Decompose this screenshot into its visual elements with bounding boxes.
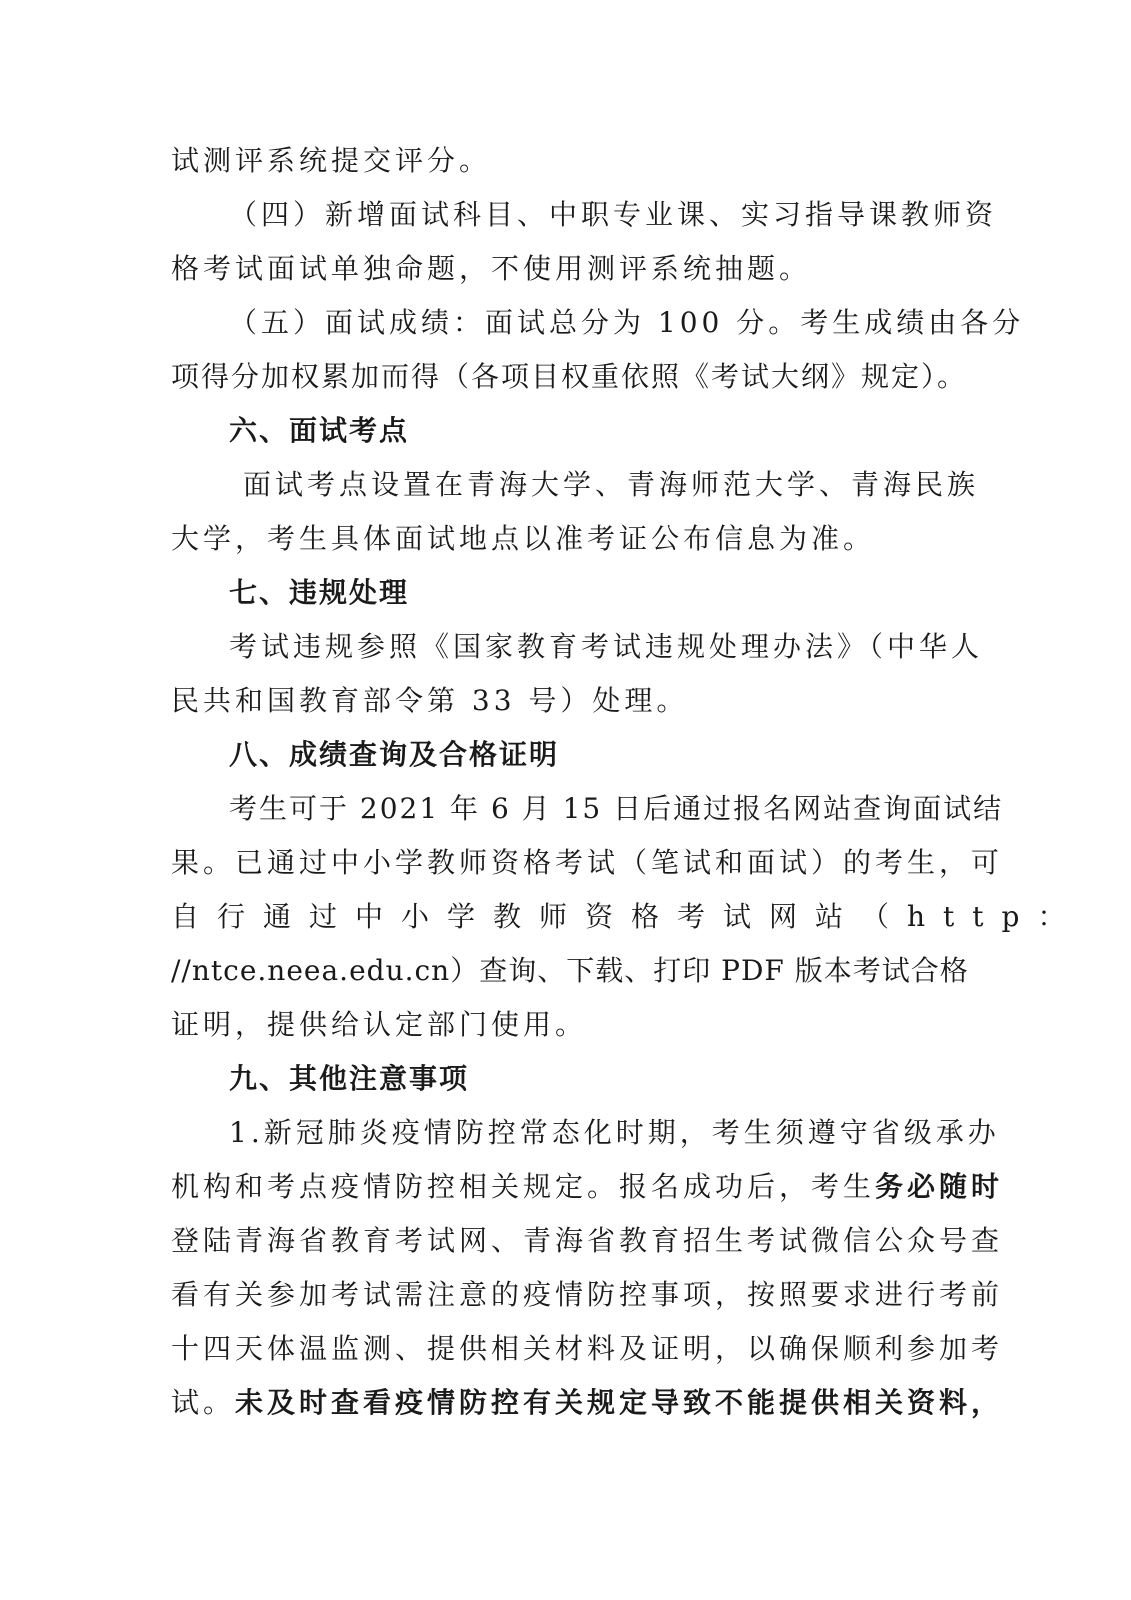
body-line: （四）新增面试科目、中职专业课、实习指导课教师资 — [229, 198, 998, 231]
emphasized-text: 务必随时 — [875, 1170, 1004, 1203]
body-line: 大学，考生具体面试地点以准考证公布信息为准。 — [171, 522, 876, 555]
document-page — [171, 134, 1084, 1430]
body-line: 自行通过中小学教师资格考试网站（http： — [171, 900, 1084, 933]
section-heading: 九、其他注意事项 — [229, 1062, 470, 1095]
section-heading: 七、违规处理 — [229, 576, 410, 609]
body-line: 果。已通过中小学教师资格考试（笔试和面试）的考生，可 — [171, 846, 1004, 879]
body-line: 十四天体温监测、提供相关材料及证明，以确保顺利参加考 — [171, 1332, 1004, 1365]
body-line: 格考试面试单独命题，不使用测评系统抽题。 — [171, 252, 812, 285]
body-line: 证明，提供给认定部门使用。 — [171, 1008, 588, 1041]
body-line: 面试考点设置在青海大学、青海师范大学、青海民族 — [243, 468, 980, 501]
body-line — [171, 1376, 1004, 1430]
body-line: 试测评系统提交评分。 — [171, 144, 492, 177]
body-line: 1.新冠肺炎疫情防控常态化时期，考生须遵守省级承办 — [229, 1116, 1000, 1149]
emphasized-text: 未及时查看疫情防控有关规定导致不能提供相关资料， — [235, 1386, 1004, 1419]
body-line: 考试违规参照《国家教育考试违规处理办法》（中华人 — [229, 630, 984, 663]
body-line: 项得分加权累加而得（各项目权重依照《考试大纲》规定）。 — [171, 360, 968, 393]
body-line: 考生可于 2021 年 6 月 15 日后通过报名网站查询面试结 — [229, 792, 1004, 825]
body-line: （五）面试成绩：面试总分为 100 分。考生成绩由各分 — [229, 306, 1025, 339]
section-heading: 八、成绩查询及合格证明 — [229, 738, 560, 771]
body-line: 民共和国教育部令第 33 号）处理。 — [171, 684, 689, 717]
body-text: 试。 — [171, 1386, 236, 1419]
body-text: 机构和考点疫情防控相关规定。报名成功后，考生 — [171, 1170, 876, 1203]
body-line — [171, 1160, 1004, 1214]
body-line: 看有关参加考试需注意的疫情防控事项，按照要求进行考前 — [171, 1278, 1004, 1311]
body-line: 登陆青海省教育考试网、青海省教育招生考试微信公众号查 — [171, 1224, 1004, 1257]
section-heading: 六、面试考点 — [229, 414, 410, 447]
body-line: //ntce.neea.edu.cn）查询、下载、打印 PDF 版本考试合格 — [171, 954, 969, 987]
